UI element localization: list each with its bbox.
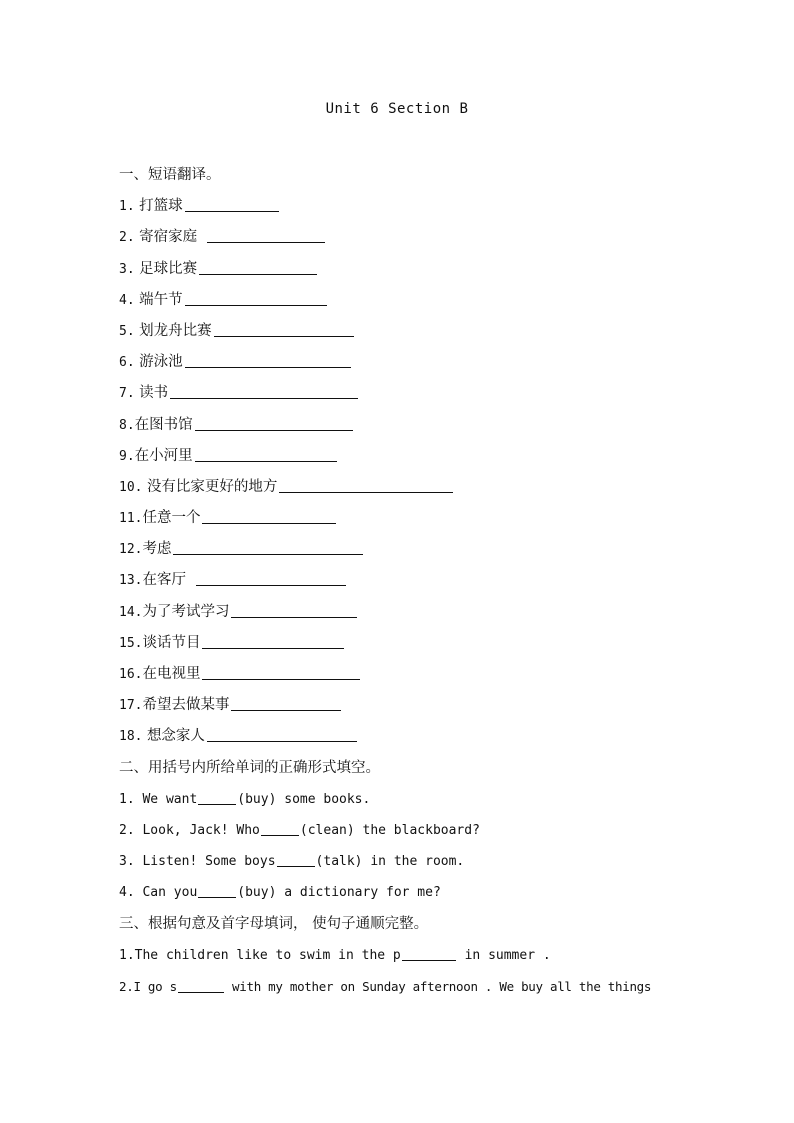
answer-blank[interactable] <box>185 353 351 368</box>
list-item: 13.在客厅 <box>119 565 719 596</box>
answer-blank[interactable] <box>402 946 456 961</box>
answer-blank[interactable] <box>261 821 299 836</box>
answer-blank[interactable] <box>195 447 337 462</box>
section-heading: 一、短语翻译。 <box>119 167 221 183</box>
answer-blank[interactable] <box>202 509 336 524</box>
worksheet-content <box>119 160 719 1002</box>
answer-blank[interactable] <box>277 852 315 867</box>
list-item: 14.为了考试学习 <box>119 597 719 628</box>
list-item: 17.希望去做某事 <box>119 690 719 721</box>
answer-blank[interactable] <box>178 978 224 993</box>
list-item: 2. Look, Jack! Who (clean) the blackboard? <box>119 822 480 838</box>
answer-blank[interactable] <box>199 260 317 275</box>
list-item: 8.在图书馆 <box>119 410 719 441</box>
answer-blank[interactable] <box>202 665 360 680</box>
answer-blank[interactable] <box>231 696 341 711</box>
list-item: 18. 想念家人 <box>119 721 719 752</box>
list-item: 1. We want (buy) some books. <box>119 791 371 807</box>
answer-blank[interactable] <box>202 634 344 649</box>
list-item: 11.任意一个 <box>119 503 719 534</box>
answer-blank[interactable] <box>185 291 327 306</box>
list-item: 4. 端午节 <box>119 285 719 316</box>
list-item: 2.I go s with my mother on Sunday afternoon . We buy all the things <box>119 978 652 994</box>
answer-blank[interactable] <box>214 322 354 337</box>
page-title: Unit 6 Section B <box>325 101 469 117</box>
list-item: 15.谈话节目 <box>119 628 719 659</box>
list-item: 1.The children like to swim in the p in summer . <box>119 947 551 963</box>
list-item: 9.在小河里 <box>119 441 719 472</box>
answer-blank[interactable] <box>207 727 357 742</box>
list-item: 3. 足球比赛 <box>119 254 719 285</box>
list-item: 3. Listen! Some boys (talk) in the room. <box>119 854 465 870</box>
answer-blank[interactable] <box>231 603 357 618</box>
list-item: 12.考虑 <box>119 534 719 565</box>
section-heading: 三、根据句意及首字母填词， 使句子通顺完整。 <box>119 915 429 932</box>
list-item: 2. 寄宿家庭 <box>119 222 719 253</box>
list-item: 5. 划龙舟比赛 <box>119 316 719 347</box>
answer-blank[interactable] <box>198 790 236 805</box>
answer-blank[interactable] <box>185 197 279 212</box>
list-item: 4. Can you (buy) a dictionary for me? <box>119 885 441 901</box>
answer-blank[interactable] <box>279 478 453 493</box>
answer-blank[interactable] <box>195 416 353 431</box>
answer-blank[interactable] <box>198 883 236 898</box>
answer-blank[interactable] <box>173 540 363 555</box>
list-item: 16.在电视里 <box>119 659 719 690</box>
section-heading: 二、用括号内所给单词的正确形式填空。 <box>119 759 380 776</box>
answer-blank[interactable] <box>170 384 358 399</box>
answer-blank[interactable] <box>207 228 325 243</box>
list-item: 6. 游泳池 <box>119 347 719 378</box>
list-item: 1. 打篮球 <box>119 191 719 222</box>
list-item: 7. 读书 <box>119 378 719 409</box>
list-item: 10. 没有比家更好的地方 <box>119 472 719 503</box>
answer-blank[interactable] <box>196 571 346 586</box>
